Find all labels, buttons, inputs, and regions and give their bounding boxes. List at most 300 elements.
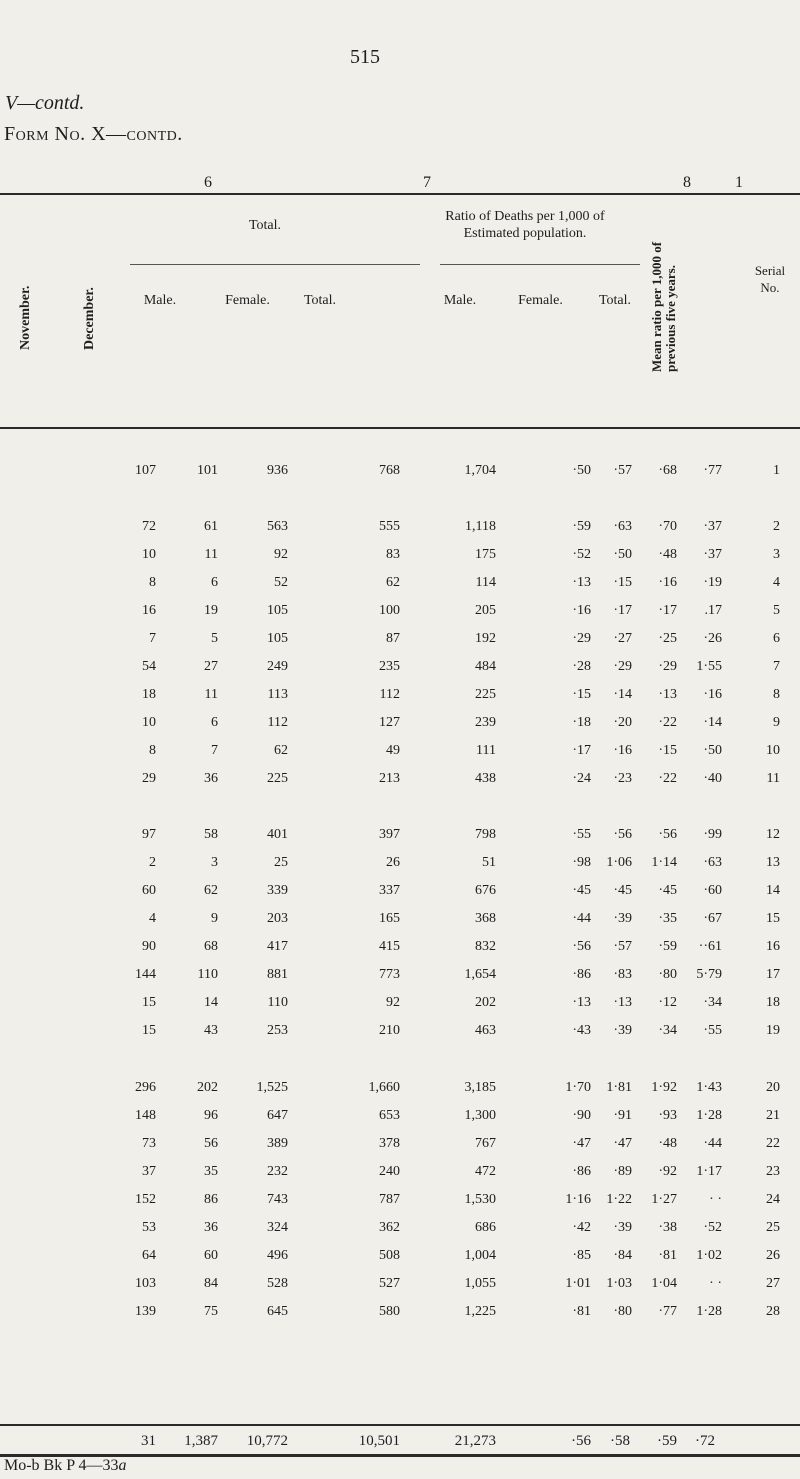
cell-ratio-total: ·39 <box>613 1023 632 1038</box>
cell-december: 96 <box>204 1108 218 1123</box>
cell-ratio-total: ·16 <box>613 743 632 758</box>
cell-december: 27 <box>204 659 218 674</box>
cell-total: 114 <box>475 575 496 590</box>
cell-november: 16 <box>142 603 156 618</box>
cell-ratio-male: 1·16 <box>565 1192 591 1207</box>
cell-total: 1,055 <box>464 1276 496 1291</box>
cell-mean-ratio: 1·55 <box>696 659 722 674</box>
cell-december: 6 <box>211 715 218 730</box>
cell-november: 15 <box>142 1023 156 1038</box>
cell-mean-ratio: ·50 <box>703 743 722 758</box>
totals-ratio-female: ·59 <box>657 1433 677 1449</box>
cell-male: 563 <box>267 519 288 534</box>
cell-mean-ratio: .17 <box>704 603 722 618</box>
cell-ratio-male: ·13 <box>572 995 591 1010</box>
cell-total: 438 <box>475 771 496 786</box>
cell-november: 8 <box>149 575 156 590</box>
cell-male: 496 <box>267 1248 288 1263</box>
cell-serial: 15 <box>766 911 780 926</box>
cell-ratio-total: 1·81 <box>606 1080 632 1095</box>
cell-november: 148 <box>135 1108 156 1123</box>
table-row <box>0 1080 800 1106</box>
cell-ratio-female: ·56 <box>658 827 677 842</box>
cell-november: 15 <box>142 995 156 1010</box>
cell-ratio-female: ·48 <box>658 1136 677 1151</box>
table-row <box>0 1192 800 1218</box>
cell-male: 62 <box>274 743 288 758</box>
cell-mean-ratio: ··61 <box>698 939 722 954</box>
cell-november: 296 <box>135 1080 156 1095</box>
cell-total: 484 <box>475 659 496 674</box>
cell-ratio-total: ·91 <box>613 1108 632 1123</box>
cell-ratio-female: ·22 <box>658 715 677 730</box>
cell-ratio-female: ·70 <box>658 519 677 534</box>
cell-december: 35 <box>204 1164 218 1179</box>
cell-mean-ratio: ·52 <box>703 1220 722 1235</box>
cell-ratio-total: ·29 <box>613 659 632 674</box>
cell-ratio-female: ·13 <box>658 687 677 702</box>
table-row <box>0 463 800 489</box>
cell-november: 103 <box>135 1276 156 1291</box>
cell-ratio-male: ·16 <box>572 603 591 618</box>
column-number-7: 7 <box>423 174 431 191</box>
cell-female: 362 <box>379 1220 400 1235</box>
cell-serial: 23 <box>766 1164 780 1179</box>
cell-ratio-female: ·93 <box>658 1108 677 1123</box>
cell-december: 9 <box>211 911 218 926</box>
cell-male: 113 <box>267 687 288 702</box>
cell-december: 19 <box>204 603 218 618</box>
cell-serial: 17 <box>766 967 780 982</box>
table-row <box>0 519 800 545</box>
totals-november: 31 <box>141 1433 156 1449</box>
page-number: 515 <box>350 46 380 68</box>
cell-december: 68 <box>204 939 218 954</box>
cell-total: 1,300 <box>464 1108 496 1123</box>
cell-mean-ratio: · · <box>709 1192 722 1207</box>
cell-total: 1,704 <box>464 463 496 478</box>
cell-november: 18 <box>142 687 156 702</box>
cell-serial: 5 <box>773 603 780 618</box>
cell-ratio-female: ·45 <box>658 883 677 898</box>
cell-female: 87 <box>386 631 400 646</box>
cell-november: 53 <box>142 1220 156 1235</box>
cell-december: 11 <box>204 547 218 562</box>
header-mean-ratio: Mean ratio per 1,000 of previous five years. <box>649 241 678 372</box>
cell-ratio-male: ·50 <box>572 463 591 478</box>
cell-serial: 7 <box>773 659 780 674</box>
cell-mean-ratio: 1·17 <box>696 1164 722 1179</box>
cell-mean-ratio: ·16 <box>703 687 722 702</box>
cell-ratio-total: ·83 <box>613 967 632 982</box>
cell-mean-ratio: ·60 <box>703 883 722 898</box>
cell-ratio-female: ·17 <box>658 603 677 618</box>
cell-ratio-male: ·15 <box>572 687 591 702</box>
cell-male: 401 <box>267 827 288 842</box>
cell-male: 203 <box>267 911 288 926</box>
footer-imprint <box>4 1457 127 1475</box>
cell-male: 417 <box>267 939 288 954</box>
cell-female: 112 <box>379 687 400 702</box>
ratio-group-rule <box>440 264 640 265</box>
cell-male: 881 <box>267 967 288 982</box>
cell-november: 64 <box>142 1248 156 1263</box>
cell-serial: 10 <box>766 743 780 758</box>
cell-ratio-male: ·90 <box>572 1108 591 1123</box>
table-row <box>0 575 800 601</box>
cell-ratio-male: ·86 <box>572 1164 591 1179</box>
table-row <box>0 1136 800 1162</box>
cell-ratio-male: ·45 <box>572 883 591 898</box>
cell-male: 528 <box>267 1276 288 1291</box>
cell-ratio-male: ·13 <box>572 575 591 590</box>
table-row <box>0 1023 800 1049</box>
cell-female: 415 <box>379 939 400 954</box>
cell-serial: 24 <box>766 1192 780 1207</box>
cell-total: 1,118 <box>465 519 496 534</box>
table-row <box>0 743 800 769</box>
cell-ratio-male: ·59 <box>572 519 591 534</box>
cell-ratio-total: ·63 <box>613 519 632 534</box>
cell-ratio-female: ·81 <box>658 1248 677 1263</box>
cell-november: 97 <box>142 827 156 842</box>
cell-female: 768 <box>379 463 400 478</box>
cell-serial: 25 <box>766 1220 780 1235</box>
cell-ratio-male: ·98 <box>572 855 591 870</box>
cell-total: 676 <box>475 883 496 898</box>
cell-serial: 4 <box>773 575 780 590</box>
cell-total: 205 <box>475 603 496 618</box>
totals-total: 21,273 <box>454 1433 496 1449</box>
cell-female: 49 <box>386 743 400 758</box>
cell-ratio-female: ·35 <box>658 911 677 926</box>
cell-ratio-female: ·34 <box>658 1023 677 1038</box>
column-number-8: 8 <box>683 174 691 191</box>
cell-ratio-male: ·47 <box>572 1136 591 1151</box>
cell-november: 7 <box>149 631 156 646</box>
cell-ratio-total: ·15 <box>613 575 632 590</box>
cell-female: 1,660 <box>368 1080 400 1095</box>
footer-suffix: a <box>118 1457 127 1474</box>
cell-ratio-total: ·27 <box>613 631 632 646</box>
cell-male: 647 <box>267 1108 288 1123</box>
cell-ratio-total: ·13 <box>613 995 632 1010</box>
cell-male: 232 <box>267 1164 288 1179</box>
cell-ratio-female: ·12 <box>658 995 677 1010</box>
cell-ratio-total: ·57 <box>613 939 632 954</box>
cell-december: 3 <box>211 855 218 870</box>
header-female: Female. <box>225 293 270 308</box>
table-row <box>0 771 800 797</box>
cell-female: 235 <box>379 659 400 674</box>
cell-mean-ratio: ·55 <box>703 1023 722 1038</box>
cell-female: 555 <box>379 519 400 534</box>
cell-serial: 1 <box>773 463 780 478</box>
cell-mean-ratio: ·40 <box>703 771 722 786</box>
table-row <box>0 855 800 881</box>
cell-serial: 11 <box>766 771 780 786</box>
cell-female: 378 <box>379 1136 400 1151</box>
cell-december: 14 <box>204 995 218 1010</box>
cell-november: 107 <box>135 463 156 478</box>
cell-male: 645 <box>267 1304 288 1319</box>
cell-serial: 19 <box>766 1023 780 1038</box>
cell-serial: 27 <box>766 1276 780 1291</box>
table-row <box>0 967 800 993</box>
cell-male: 249 <box>267 659 288 674</box>
header-ratio-male: Male. <box>443 293 477 308</box>
cell-serial: 8 <box>773 687 780 702</box>
cell-ratio-total: ·57 <box>613 463 632 478</box>
cell-november: 139 <box>135 1304 156 1319</box>
cell-total: 1,004 <box>464 1248 496 1263</box>
cell-ratio-female: ·92 <box>658 1164 677 1179</box>
cell-december: 110 <box>197 967 218 982</box>
table-row <box>0 687 800 713</box>
cell-december: 58 <box>204 827 218 842</box>
header-total: Total. <box>303 293 337 308</box>
cell-december: 86 <box>204 1192 218 1207</box>
cell-male: 225 <box>267 771 288 786</box>
cell-female: 127 <box>379 715 400 730</box>
cell-total: 368 <box>475 911 496 926</box>
table-row <box>0 883 800 909</box>
header-ratio-group: Ratio of Deaths per 1,000 of Estimated population. <box>445 209 605 241</box>
cell-serial: 12 <box>766 827 780 842</box>
table-row <box>0 1248 800 1274</box>
cell-total: 832 <box>475 939 496 954</box>
total-group-rule <box>130 264 420 265</box>
cell-female: 787 <box>379 1192 400 1207</box>
cell-november: 8 <box>149 743 156 758</box>
cell-serial: 18 <box>766 995 780 1010</box>
cell-ratio-male: ·17 <box>572 743 591 758</box>
cell-november: 90 <box>142 939 156 954</box>
cell-mean-ratio: ·77 <box>703 463 722 478</box>
totals-ratio-total: ·58 <box>610 1433 630 1449</box>
cell-november: 54 <box>142 659 156 674</box>
cell-mean-ratio: ·63 <box>703 855 722 870</box>
cell-total: 51 <box>482 855 496 870</box>
cell-ratio-male: ·85 <box>572 1248 591 1263</box>
table-row <box>0 631 800 657</box>
cell-male: 743 <box>267 1192 288 1207</box>
cell-male: 110 <box>267 995 288 1010</box>
table-row <box>0 827 800 853</box>
cell-total: 767 <box>475 1136 496 1151</box>
cell-mean-ratio: ·67 <box>703 911 722 926</box>
cell-male: 105 <box>267 631 288 646</box>
cell-female: 337 <box>379 883 400 898</box>
cell-december: 11 <box>204 687 218 702</box>
cell-female: 240 <box>379 1164 400 1179</box>
header-ratio-total: Total. <box>598 293 632 308</box>
cell-serial: 16 <box>766 939 780 954</box>
cell-mean-ratio: ·37 <box>703 547 722 562</box>
cell-serial: 2 <box>773 519 780 534</box>
cell-december: 7 <box>211 743 218 758</box>
cell-ratio-total: 1·06 <box>606 855 632 870</box>
cell-female: 653 <box>379 1108 400 1123</box>
cell-male: 92 <box>274 547 288 562</box>
cell-ratio-total: ·45 <box>613 883 632 898</box>
totals-male: 10,772 <box>246 1433 288 1449</box>
cell-ratio-female: ·68 <box>658 463 677 478</box>
table-row <box>0 547 800 573</box>
cell-mean-ratio: ·99 <box>703 827 722 842</box>
cell-ratio-male: ·56 <box>572 939 591 954</box>
cell-november: 4 <box>149 911 156 926</box>
cell-ratio-female: ·15 <box>658 743 677 758</box>
cell-female: 83 <box>386 547 400 562</box>
cell-ratio-male: ·81 <box>572 1304 591 1319</box>
cell-male: 339 <box>267 883 288 898</box>
cell-december: 84 <box>204 1276 218 1291</box>
table-row <box>0 603 800 629</box>
table-row <box>0 1220 800 1246</box>
cell-mean-ratio: ·26 <box>703 631 722 646</box>
column-number-6: 6 <box>204 174 212 191</box>
table-row <box>0 715 800 741</box>
table-row <box>0 939 800 965</box>
table-row <box>0 659 800 685</box>
cell-november: 2 <box>149 855 156 870</box>
cell-ratio-female: ·48 <box>658 547 677 562</box>
table-row <box>0 1164 800 1190</box>
column-number-1: 1 <box>735 174 743 191</box>
section-title: V—contd. <box>5 92 85 114</box>
cell-total: 202 <box>475 995 496 1010</box>
cell-december: 6 <box>211 575 218 590</box>
cell-ratio-male: ·43 <box>572 1023 591 1038</box>
cell-female: 92 <box>386 995 400 1010</box>
cell-november: 72 <box>142 519 156 534</box>
cell-male: 1,525 <box>256 1080 288 1095</box>
cell-ratio-female: ·22 <box>658 771 677 786</box>
cell-male: 25 <box>274 855 288 870</box>
cell-serial: 26 <box>766 1248 780 1263</box>
cell-total: 239 <box>475 715 496 730</box>
cell-december: 75 <box>204 1304 218 1319</box>
cell-mean-ratio: ·19 <box>703 575 722 590</box>
cell-ratio-total: ·39 <box>613 1220 632 1235</box>
cell-ratio-male: ·29 <box>572 631 591 646</box>
cell-ratio-total: ·39 <box>613 911 632 926</box>
cell-ratio-total: ·20 <box>613 715 632 730</box>
cell-ratio-total: ·14 <box>613 687 632 702</box>
cell-november: 152 <box>135 1192 156 1207</box>
table-top-rule <box>0 193 800 195</box>
header-ratio-female: Female. <box>518 293 563 308</box>
cell-female: 527 <box>379 1276 400 1291</box>
cell-mean-ratio: ·34 <box>703 995 722 1010</box>
cell-november: 60 <box>142 883 156 898</box>
cell-december: 36 <box>204 1220 218 1235</box>
cell-female: 62 <box>386 575 400 590</box>
cell-serial: 21 <box>766 1108 780 1123</box>
cell-ratio-female: 1·14 <box>651 855 677 870</box>
cell-mean-ratio: ·44 <box>703 1136 722 1151</box>
cell-female: 26 <box>386 855 400 870</box>
cell-female: 100 <box>379 603 400 618</box>
cell-ratio-male: ·52 <box>572 547 591 562</box>
header-male: Male. <box>143 293 177 308</box>
cell-serial: 28 <box>766 1304 780 1319</box>
cell-male: 389 <box>267 1136 288 1151</box>
cell-mean-ratio: · · <box>709 1276 722 1291</box>
cell-female: 580 <box>379 1304 400 1319</box>
cell-ratio-total: ·80 <box>613 1304 632 1319</box>
cell-female: 397 <box>379 827 400 842</box>
totals-mean-ratio: ·72 <box>695 1433 715 1449</box>
cell-november: 10 <box>142 547 156 562</box>
cell-ratio-female: 1·92 <box>651 1080 677 1095</box>
cell-ratio-female: ·38 <box>658 1220 677 1235</box>
cell-november: 73 <box>142 1136 156 1151</box>
cell-male: 253 <box>267 1023 288 1038</box>
cell-december: 61 <box>204 519 218 534</box>
cell-female: 213 <box>379 771 400 786</box>
cell-november: 37 <box>142 1164 156 1179</box>
cell-ratio-female: 1·27 <box>651 1192 677 1207</box>
cell-serial: 9 <box>773 715 780 730</box>
table-row <box>0 1276 800 1302</box>
cell-male: 105 <box>267 603 288 618</box>
cell-december: 56 <box>204 1136 218 1151</box>
cell-december: 62 <box>204 883 218 898</box>
form-title: Form No. X—contd. <box>4 123 183 145</box>
table-row <box>0 911 800 937</box>
cell-total: 3,185 <box>464 1080 496 1095</box>
totals-top-rule <box>0 1424 800 1426</box>
cell-ratio-male: ·86 <box>572 967 591 982</box>
cell-total: 1,654 <box>464 967 496 982</box>
totals-december: 1,387 <box>184 1433 218 1449</box>
cell-total: 472 <box>475 1164 496 1179</box>
cell-female: 508 <box>379 1248 400 1263</box>
cell-total: 175 <box>475 547 496 562</box>
cell-ratio-male: ·28 <box>572 659 591 674</box>
cell-december: 101 <box>197 463 218 478</box>
table-row <box>0 1108 800 1134</box>
cell-serial: 3 <box>773 547 780 562</box>
cell-ratio-male: ·24 <box>572 771 591 786</box>
cell-december: 60 <box>204 1248 218 1263</box>
cell-mean-ratio: 1·02 <box>696 1248 722 1263</box>
header-november: November. <box>18 285 33 350</box>
cell-ratio-female: ·29 <box>658 659 677 674</box>
cell-ratio-male: ·18 <box>572 715 591 730</box>
cell-december: 5 <box>211 631 218 646</box>
cell-total: 192 <box>475 631 496 646</box>
cell-november: 144 <box>135 967 156 982</box>
cell-ratio-female: ·80 <box>658 967 677 982</box>
cell-serial: 13 <box>766 855 780 870</box>
cell-ratio-male: 1·01 <box>565 1276 591 1291</box>
cell-total: 463 <box>475 1023 496 1038</box>
header-bottom-rule <box>0 427 800 429</box>
cell-mean-ratio: 1·28 <box>696 1108 722 1123</box>
cell-ratio-female: ·59 <box>658 939 677 954</box>
cell-total: 686 <box>475 1220 496 1235</box>
cell-december: 202 <box>197 1080 218 1095</box>
cell-ratio-male: ·42 <box>572 1220 591 1235</box>
cell-male: 324 <box>267 1220 288 1235</box>
totals-female: 10,501 <box>358 1433 400 1449</box>
cell-male: 52 <box>274 575 288 590</box>
cell-december: 36 <box>204 771 218 786</box>
cell-mean-ratio: ·37 <box>703 519 722 534</box>
